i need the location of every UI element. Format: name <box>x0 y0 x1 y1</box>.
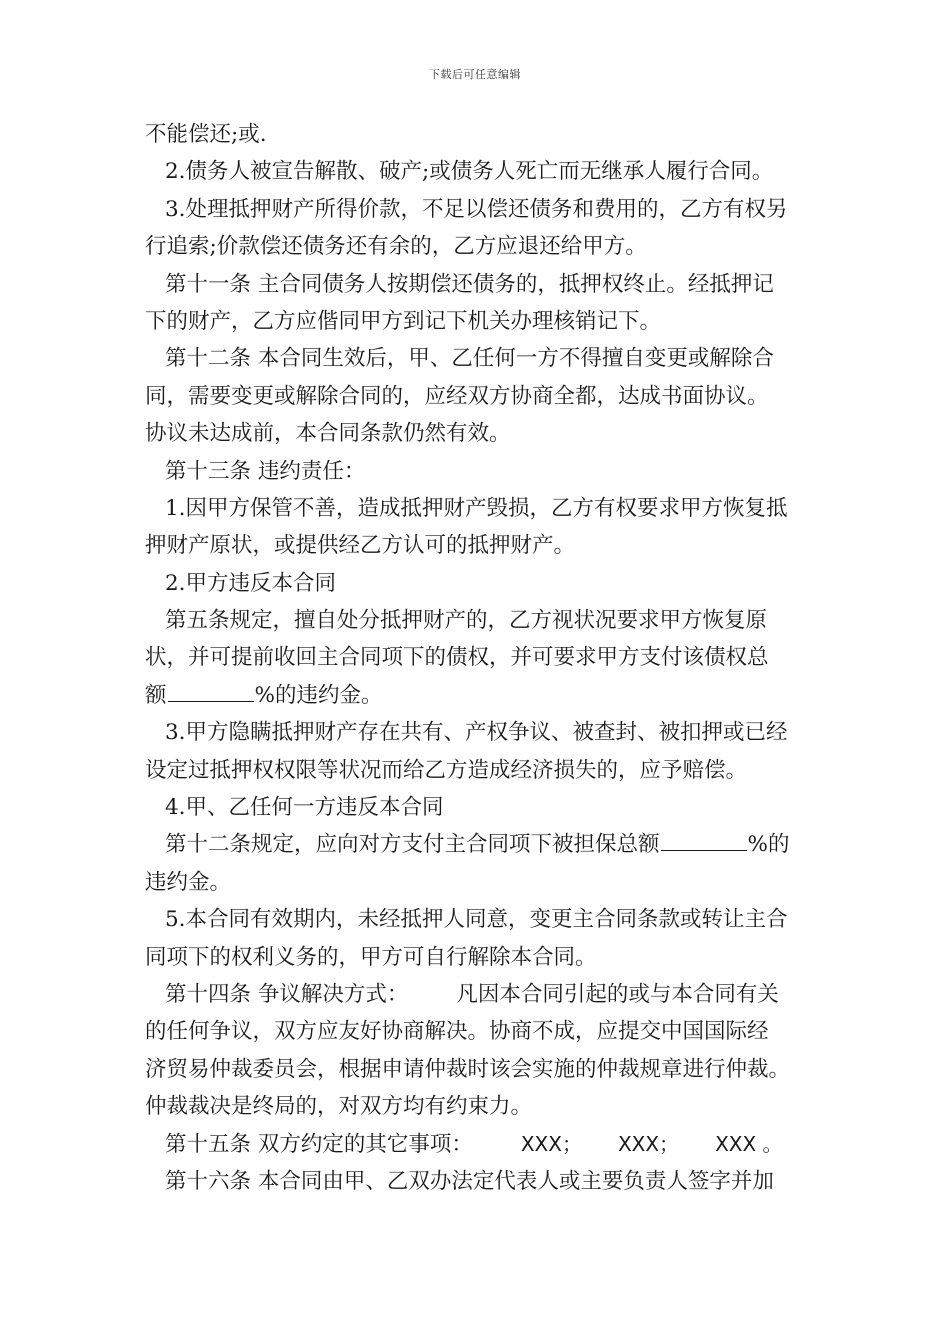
text-line: 设定过抵押权权限等状况而给乙方造成经济损失的，应予赔偿。 <box>145 757 748 783</box>
document-body <box>145 116 825 1200</box>
text-line <box>145 976 825 1013</box>
fill-in-blank[interactable] <box>168 679 254 702</box>
text-line: 同，需要变更或解除合同的，应经双方协商全都，达成书面协议。 <box>145 383 769 409</box>
text-line: 2.甲方违反本合同 <box>165 570 337 596</box>
text-line: 3.处理抵押财产所得价款，不足以偿还债务和费用的，乙方有权另 <box>165 196 788 222</box>
placeholder-item: XXX； <box>520 1131 582 1156</box>
text-line: 1.因甲方保管不善，造成抵押财产毁损，乙方有权要求甲方恢复抵 <box>165 495 788 521</box>
text-line: 4.甲、乙任何一方违反本合同 <box>165 795 444 821</box>
article-fourteen-text: 凡因本合同引起的或与本合同有关 <box>456 981 779 1007</box>
text-line: 仲裁裁决是终局的，对双方均有约束力。 <box>145 1094 533 1120</box>
text-line-with-blank <box>145 826 825 863</box>
text-line-with-blank <box>145 677 825 714</box>
fill-in-blank[interactable] <box>661 828 747 851</box>
page-header: 下载后可任意编辑 <box>429 68 521 81</box>
text-line: 协议未达成前，本合同条款仍然有效。 <box>145 421 511 447</box>
line-suffix: %的违约金。 <box>254 682 383 708</box>
placeholder-item: XXX； <box>617 1131 680 1156</box>
placeholder-item: XXX 。 <box>715 1131 783 1156</box>
text-line: 押财产原状，或提供经乙方认可的抵押财产。 <box>145 533 576 559</box>
line-prefix: 第十二条规定，应向对方支付主合同项下被担保总额 <box>165 832 660 858</box>
text-line: 济贸易仲裁委员会，根据申请仲裁时该会实施的仲裁规章进行仲裁。 <box>145 1056 791 1082</box>
line-suffix: %的 <box>747 832 790 858</box>
line-prefix: 额 <box>145 682 167 708</box>
text-line: 5.本合同有效期内，未经抵押人同意，变更主合同条款或转让主合 <box>165 907 788 933</box>
text-line: 第十六条 本合同由甲、乙双办法定代表人或主要负责人签字并加 <box>165 1168 774 1194</box>
text-line: 同项下的权利义务的，甲方可自行解除本合同。 <box>145 944 597 970</box>
text-line: 的任何争议，双方应友好协商解决。协商不成，应提交中国国际经 <box>145 1019 769 1045</box>
text-line: 状，并可提前收回主合同项下的债权，并可要求甲方支付该债权总 <box>145 645 769 671</box>
article-fourteen-label: 第十四条 争议解决方式： <box>165 981 409 1007</box>
text-line <box>145 1126 825 1163</box>
text-line: 下的财产，乙方应偕同甲方到记下机关办理核销记下。 <box>145 308 662 334</box>
text-line: 行追索;价款偿还债务还有余的，乙方应退还给甲方。 <box>145 234 647 260</box>
text-line: 3.甲方隐瞒抵押财产存在共有、产权争议、被查封、被扣押或已经 <box>165 720 788 746</box>
text-line: 不能偿还;或. <box>145 122 267 147</box>
article-fifteen-label: 第十五条 双方约定的其它事项： <box>165 1131 473 1157</box>
text-line: 第十三条 违约责任： <box>165 458 366 484</box>
text-line: 2.债务人被宣告解散、破产;或债务人死亡而无继承人履行合同。 <box>165 159 774 185</box>
text-line: 违约金。 <box>145 869 232 895</box>
text-line: 第十二条 本合同生效后，甲、乙任何一方不得擅自变更或解除合 <box>165 346 774 372</box>
text-line: 第十一条 主合同债务人按期偿还债务的，抵押权终止。经抵押记 <box>165 271 774 297</box>
text-line: 第五条规定，擅自处分抵押财产的，乙方视状况要求甲方恢复原 <box>165 608 768 634</box>
